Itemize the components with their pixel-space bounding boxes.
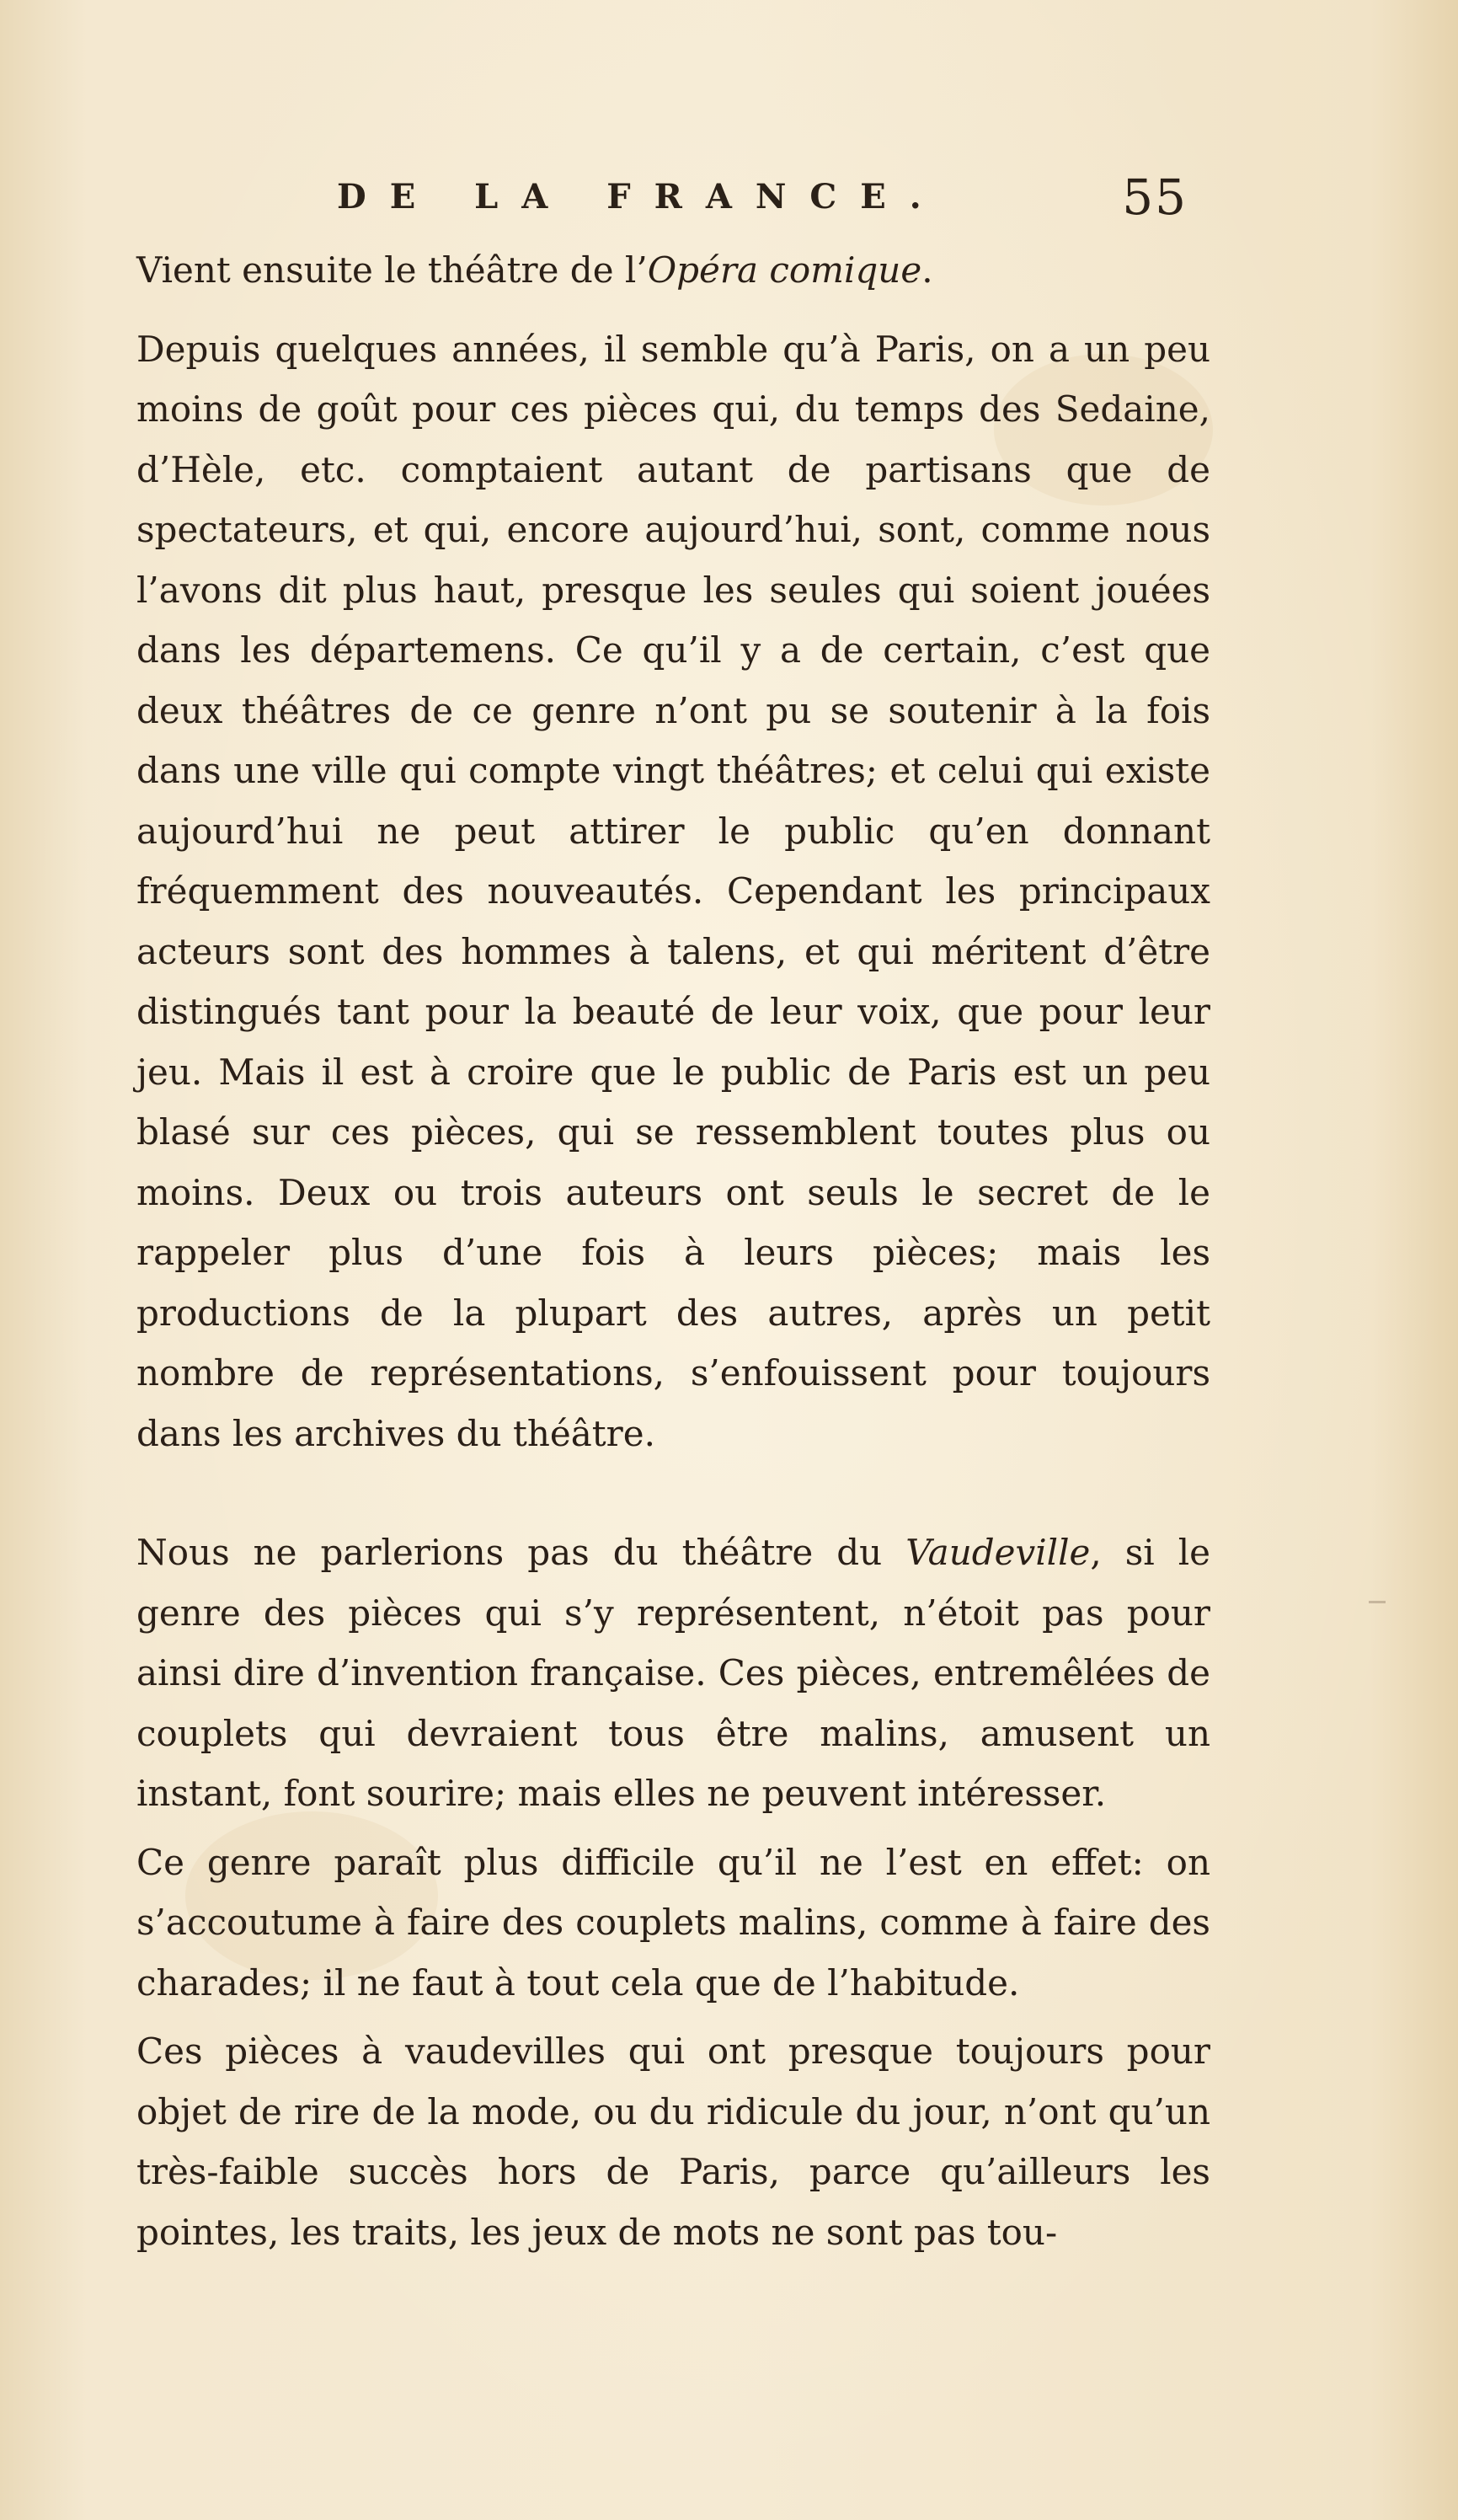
margin-mark [1369, 1601, 1386, 1603]
paragraph-vaudeville: Nous ne parlerions pas du théâtre du Vaudeville, si le genre des pièces qui s’y représentent, n’étoit pas pour ainsi dire d’invention française. Ces pièces, entremêlées de couplets qui devraient tous être malins, amusent un instant, font sourire; mais elles ne peuvent intéresser. [136, 1532, 1210, 1814]
paragraph-ce-genre: Ce genre paraît plus difficile qu’il ne l’est en effet: on s’accoutume à faire des couplets malins, comme à faire des charades; il ne faut à tout cela que de l’habitude. [136, 1841, 1210, 2004]
body-text [136, 240, 1210, 2262]
paragraph-ces-pieces: Ces pièces à vaudevilles qui ont presque toujours pour objet de rire de la mode, ou du ridicule du jour, n’ont qu’un très-faible succès hors de Paris, parce qu’ailleurs les pointes, les traits, les jeux de mots ne sont pas tou- [136, 2030, 1210, 2253]
paragraph-opera-comique: Vient ensuite le théâtre de l’Opéra comique. [136, 249, 933, 291]
emphasis-vaudeville: Vaudeville [905, 1532, 1091, 1573]
running-title: DE LA FRANCE. [337, 177, 945, 217]
paragraph-depuis: Depuis quelques années, il semble qu’à Paris, on a un peu moins de goût pour ces pièces qui, du temps des Sedaine, d’Hèle, etc. comptaient autant de partisans que de spectateurs, et qui, encore aujourd’hui, sont, comme nous l’avons dit plus haut, presque les seules qui soient jouées dans les départemens. Ce qu’il y a de certain, c’est que deux théâtres de ce genre n’ont pu se soutenir à la fois dans une ville qui compte vingt théâtres; et celui qui existe aujourd’hui ne peut attirer le public qu’en donnant fréquemment des nouveautés. Cependant les principaux acteurs sont des hommes à talens, et qui méritent d’être distingués tant pour la beauté de leur voix, que pour leur jeu. Mais il est à croire que le public de Paris est un peu blasé sur ces pièces, qui se ressemblent toutes plus ou moins. Deux ou trois auteurs ont seuls le secret de le rappeler plus d’une fois à leurs pièces; mais les productions de la plupart des autres, après un petit nombre de représentations, s’enfouissent pour toujours dans les archives du théâtre. [136, 328, 1210, 1454]
page-number: 55 [1122, 169, 1188, 226]
emphasis-opera-comique: Opéra comique [647, 249, 922, 291]
page-header [337, 169, 1188, 227]
